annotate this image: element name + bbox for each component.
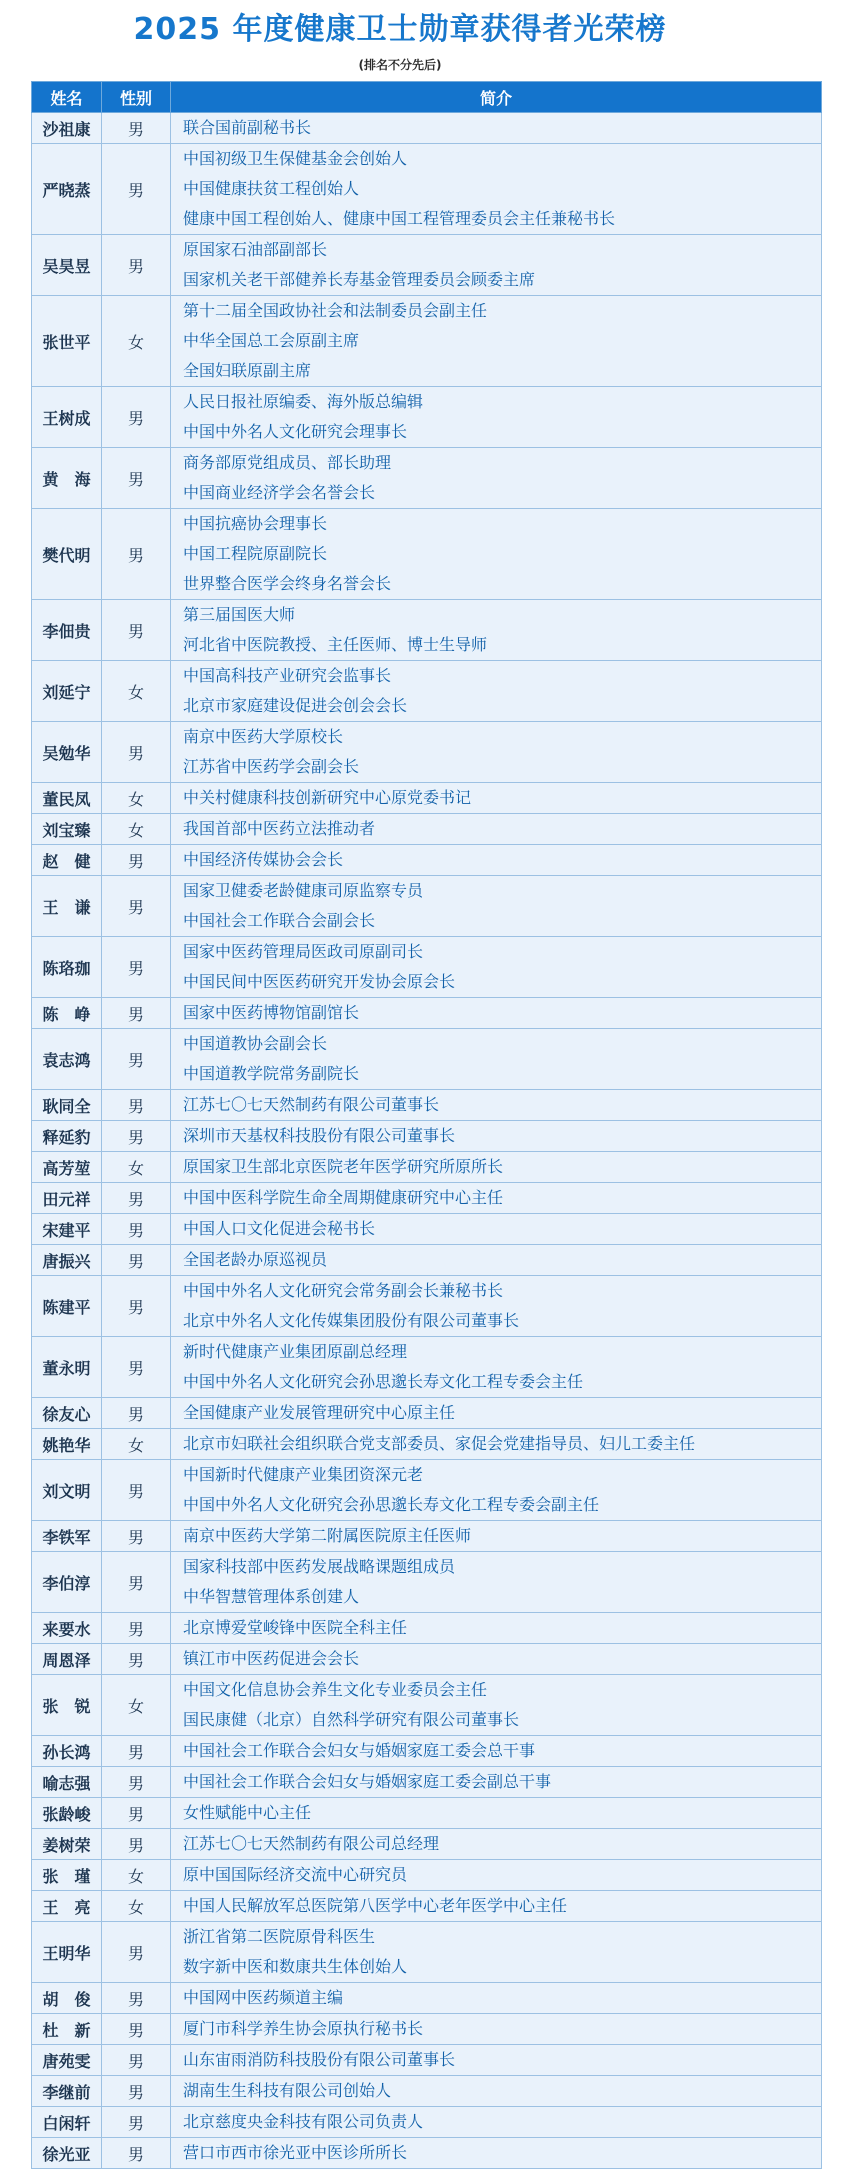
awardee-gender: 男: [102, 448, 171, 509]
awardee-bio: [171, 1152, 822, 1183]
table-row: [32, 1090, 822, 1121]
table-row: [32, 1552, 822, 1613]
awardee-gender: 男: [102, 1214, 171, 1245]
bio-line: 中关村健康科技创新研究中心原党委书记: [183, 788, 472, 807]
awardee-name: 姚艳华: [32, 1429, 102, 1460]
bio-line: 中国健康扶贫工程创始人: [183, 179, 360, 198]
awardee-bio: [171, 1613, 822, 1644]
bio-line: 商务部原党组成员、部长助理: [183, 453, 392, 472]
table-row: [32, 1460, 822, 1521]
awardee-gender: 男: [102, 2014, 171, 2045]
awardee-name: 杜 新: [32, 2014, 102, 2045]
awardee-bio: [171, 1429, 822, 1460]
table-row: [32, 1152, 822, 1183]
bio-line: 中国道教学院常务副院长: [183, 1064, 360, 1083]
awardee-gender: 女: [102, 661, 171, 722]
header-name: 姓名: [32, 82, 102, 113]
awardee-gender: 男: [102, 998, 171, 1029]
bio-line: 中国工程院原副院长: [183, 544, 328, 563]
bio-line: 中国中医科学院生命全周期健康研究中心主任: [183, 1188, 504, 1207]
awardee-bio: [171, 937, 822, 998]
awardee-name: 樊代明: [32, 509, 102, 600]
awardee-name: 王树成: [32, 387, 102, 448]
awardee-bio: [171, 1029, 822, 1090]
awardee-gender: 男: [102, 1922, 171, 1983]
awardee-bio: [171, 1798, 822, 1829]
awardee-name: 喻志强: [32, 1767, 102, 1798]
bio-line: 中国初级卫生保健基金会创始人: [183, 149, 408, 168]
bio-line: 原国家卫生部北京医院老年医学研究所原所长: [183, 1157, 504, 1176]
awardee-gender: 男: [102, 722, 171, 783]
awardee-gender: 男: [102, 2045, 171, 2076]
bio-line: 北京市家庭建设促进会创会会长: [183, 696, 408, 715]
bio-line: 第三届国医大师: [183, 605, 296, 624]
awardee-name: 高芳堃: [32, 1152, 102, 1183]
awardee-bio: [171, 783, 822, 814]
awardee-bio: [171, 448, 822, 509]
awardee-gender: 男: [102, 1245, 171, 1276]
table-row: [32, 722, 822, 783]
bio-line: 中国民间中医医药研究开发协会原会长: [183, 972, 456, 991]
bio-line: 北京市妇联社会组织联合党支部委员、家促会党建指导员、妇儿工委主任: [183, 1434, 696, 1453]
awardee-name: 刘文明: [32, 1460, 102, 1521]
bio-line: 第十二届全国政协社会和法制委员会副主任: [183, 301, 488, 320]
table-row: [32, 1891, 822, 1922]
bio-line: 山东宙雨消防科技股份有限公司董事长: [183, 2050, 456, 2069]
table-row: [32, 113, 822, 144]
awardee-bio: [171, 1245, 822, 1276]
awardee-gender: 女: [102, 1152, 171, 1183]
awardee-bio: [171, 2076, 822, 2107]
awardee-gender: 男: [102, 387, 171, 448]
bio-line: 国民康健（北京）自然科学研究有限公司董事长: [183, 1710, 520, 1729]
awardee-bio: [171, 2045, 822, 2076]
awardee-gender: 女: [102, 814, 171, 845]
bio-line: 北京慈度央金科技有限公司负责人: [183, 2112, 424, 2131]
awardee-bio: [171, 1675, 822, 1736]
bio-line: 国家中医药博物馆副馆长: [183, 1003, 360, 1022]
awardee-gender: 男: [102, 1644, 171, 1675]
table-row: [32, 1736, 822, 1767]
awardee-gender: 女: [102, 783, 171, 814]
honor-table: [31, 81, 822, 2169]
bio-line: 北京博爱堂峻锋中医院全科主任: [183, 1618, 408, 1637]
awardee-bio: [171, 296, 822, 387]
awardee-name: 张 瑾: [32, 1860, 102, 1891]
awardee-bio: [171, 1183, 822, 1214]
awardee-name: 田元祥: [32, 1183, 102, 1214]
bio-line: 中国社会工作联合会妇女与婚姻家庭工委会副总干事: [183, 1772, 552, 1791]
awardee-bio: [171, 1460, 822, 1521]
awardee-gender: 男: [102, 1460, 171, 1521]
awardee-bio: [171, 722, 822, 783]
bio-line: 南京中医药大学第二附属医院原主任医师: [183, 1526, 472, 1545]
awardee-bio: [171, 387, 822, 448]
awardee-name: 陈建平: [32, 1276, 102, 1337]
table-row: [32, 448, 822, 509]
awardee-bio: [171, 1521, 822, 1552]
awardee-name: 严晓蒸: [32, 144, 102, 235]
table-row: [32, 235, 822, 296]
awardee-name: 徐光亚: [32, 2138, 102, 2169]
table-row: [32, 845, 822, 876]
awardee-gender: 男: [102, 600, 171, 661]
bio-line: 人民日报社原编委、海外版总编辑: [183, 392, 424, 411]
header-gender: 性别: [102, 82, 171, 113]
table-row: [32, 1398, 822, 1429]
bio-line: 中国社会工作联合会副会长: [183, 911, 376, 930]
bio-line: 中国文化信息协会养生文化专业委员会主任: [183, 1680, 488, 1699]
table-body: [32, 113, 822, 2169]
table-row: [32, 1922, 822, 1983]
awardee-name: 袁志鸿: [32, 1029, 102, 1090]
table-row: [32, 1337, 822, 1398]
table-row: [32, 1183, 822, 1214]
bio-line: 南京中医药大学原校长: [183, 727, 344, 746]
awardee-gender: 男: [102, 876, 171, 937]
awardee-bio: [171, 1337, 822, 1398]
bio-line: 女性赋能中心主任: [183, 1803, 312, 1822]
bio-line: 联合国前副秘书长: [183, 118, 312, 137]
awardee-gender: 男: [102, 1736, 171, 1767]
bio-line: 中国新时代健康产业集团资深元老: [183, 1465, 424, 1484]
bio-line: 中国中外名人文化研究会理事长: [183, 422, 408, 441]
awardee-bio: [171, 1736, 822, 1767]
awardee-name: 徐友心: [32, 1398, 102, 1429]
bio-line: 国家机关老干部健养长寿基金管理委员会顾委主席: [183, 270, 536, 289]
table-row: [32, 296, 822, 387]
bio-line: 深圳市天基权科技股份有限公司董事长: [183, 1126, 456, 1145]
bio-line: 全国妇联原副主席: [183, 361, 312, 380]
bio-line: 江苏七〇七天然制药有限公司总经理: [183, 1834, 440, 1853]
awardee-name: 唐振兴: [32, 1245, 102, 1276]
awardee-gender: 男: [102, 144, 171, 235]
bio-line: 中国中外名人文化研究会孙思邈长寿文化工程专委会副主任: [183, 1495, 600, 1514]
awardee-bio: [171, 113, 822, 144]
bio-line: 中国人民解放军总医院第八医学中心老年医学中心主任: [183, 1896, 568, 1915]
awardee-gender: 女: [102, 1891, 171, 1922]
awardee-name: 唐苑雯: [32, 2045, 102, 2076]
bio-line: 全国健康产业发展管理研究中心原主任: [183, 1403, 456, 1422]
awardee-name: 李佃贵: [32, 600, 102, 661]
awardee-name: 胡 俊: [32, 1983, 102, 2014]
table-row: [32, 2107, 822, 2138]
table-row: [32, 876, 822, 937]
bio-line: 中国人口文化促进会秘书长: [183, 1219, 376, 1238]
table-row: [32, 1214, 822, 1245]
awardee-gender: 男: [102, 1398, 171, 1429]
awardee-name: 陈 峥: [32, 998, 102, 1029]
awardee-gender: 男: [102, 1767, 171, 1798]
bio-line: 国家卫健委老龄健康司原监察专员: [183, 881, 424, 900]
awardee-name: 陈珞珈: [32, 937, 102, 998]
bio-line: 中国高科技产业研究会监事长: [183, 666, 392, 685]
table-row: [32, 661, 822, 722]
bio-line: 中国社会工作联合会妇女与婚姻家庭工委会总干事: [183, 1741, 536, 1760]
table-header-row: [32, 82, 822, 113]
awardee-bio: [171, 1090, 822, 1121]
awardee-gender: 男: [102, 1029, 171, 1090]
awardee-bio: [171, 2138, 822, 2169]
bio-line: 中国道教协会副会长: [183, 1034, 328, 1053]
bio-line: 国家中医药管理局医政司原副司长: [183, 942, 424, 961]
awardee-bio: [171, 600, 822, 661]
awardee-name: 李继前: [32, 2076, 102, 2107]
bio-line: 河北省中医院教授、主任医师、博士生导师: [183, 635, 488, 654]
table-row: [32, 2138, 822, 2169]
awardee-gender: 男: [102, 937, 171, 998]
table-row: [32, 998, 822, 1029]
awardee-name: 释延豹: [32, 1121, 102, 1152]
bio-line: 国家科技部中医药发展战略课题组成员: [183, 1557, 456, 1576]
awardee-gender: 女: [102, 1429, 171, 1460]
bio-line: 厦门市科学养生协会原执行秘书长: [183, 2019, 424, 2038]
bio-line: 中华智慧管理体系创建人: [183, 1587, 360, 1606]
awardee-bio: [171, 1860, 822, 1891]
page-title: 2025 年度健康卫士勋章获得者光荣榜: [133, 12, 667, 47]
awardee-gender: 男: [102, 2107, 171, 2138]
awardee-name: 耿同全: [32, 1090, 102, 1121]
awardee-bio: [171, 1398, 822, 1429]
awardee-bio: [171, 2014, 822, 2045]
awardee-gender: 男: [102, 1090, 171, 1121]
awardee-name: 董民凤: [32, 783, 102, 814]
table-row: [32, 937, 822, 998]
awardee-bio: [171, 1922, 822, 1983]
awardee-name: 李铁军: [32, 1521, 102, 1552]
awardee-name: 赵 健: [32, 845, 102, 876]
awardee-gender: 男: [102, 2138, 171, 2169]
awardee-bio: [171, 998, 822, 1029]
awardee-name: 黄 海: [32, 448, 102, 509]
awardee-bio: [171, 235, 822, 296]
awardee-name: 李伯淳: [32, 1552, 102, 1613]
bio-line: 健康中国工程创始人、健康中国工程管理委员会主任兼秘书长: [183, 209, 616, 228]
awardee-gender: 男: [102, 1121, 171, 1152]
awardee-bio: [171, 1276, 822, 1337]
bio-line: 浙江省第二医院原骨科医生: [183, 1927, 376, 1946]
awardee-gender: 男: [102, 1983, 171, 2014]
table-row: [32, 387, 822, 448]
awardee-bio: [171, 1891, 822, 1922]
table-row: [32, 2045, 822, 2076]
awardee-name: 来要水: [32, 1613, 102, 1644]
awardee-bio: [171, 845, 822, 876]
awardee-name: 董永明: [32, 1337, 102, 1398]
awardee-gender: 男: [102, 235, 171, 296]
bio-line: 中国中外名人文化研究会常务副会长兼秘书长: [183, 1281, 504, 1300]
bio-line: 中国中外名人文化研究会孙思邈长寿文化工程专委会主任: [183, 1372, 584, 1391]
awardee-name: 宋建平: [32, 1214, 102, 1245]
awardee-name: 周恩泽: [32, 1644, 102, 1675]
table-row: [32, 1983, 822, 2014]
awardee-bio: [171, 144, 822, 235]
awardee-name: 孙长鸿: [32, 1736, 102, 1767]
table-row: [32, 1613, 822, 1644]
table-row: [32, 600, 822, 661]
awardee-gender: 女: [102, 1860, 171, 1891]
awardee-gender: 男: [102, 1337, 171, 1398]
bio-line: 江苏省中医药学会副会长: [183, 757, 360, 776]
awardee-name: 吴勉华: [32, 722, 102, 783]
page-subtitle: (排名不分先后): [358, 58, 442, 72]
bio-line: 中国经济传媒协会会长: [183, 850, 344, 869]
awardee-gender: 男: [102, 1829, 171, 1860]
table-row: [32, 1860, 822, 1891]
awardee-gender: 男: [102, 845, 171, 876]
bio-line: 湖南生生科技有限公司创始人: [183, 2081, 392, 2100]
awardee-name: 白闲轩: [32, 2107, 102, 2138]
bio-line: 北京中外名人文化传媒集团股份有限公司董事长: [183, 1311, 520, 1330]
awardee-gender: 男: [102, 509, 171, 600]
table-row: [32, 1798, 822, 1829]
awardee-bio: [171, 1552, 822, 1613]
table-row: [32, 144, 822, 235]
table-row: [32, 814, 822, 845]
awardee-name: 王明华: [32, 1922, 102, 1983]
table-row: [32, 1121, 822, 1152]
awardee-name: 沙祖康: [32, 113, 102, 144]
awardee-gender: 女: [102, 296, 171, 387]
awardee-bio: [171, 2107, 822, 2138]
awardee-bio: [171, 661, 822, 722]
awardee-gender: 男: [102, 1276, 171, 1337]
awardee-name: 张世平: [32, 296, 102, 387]
bio-line: 新时代健康产业集团原副总经理: [183, 1342, 408, 1361]
awardee-bio: [171, 1767, 822, 1798]
awardee-bio: [171, 1983, 822, 2014]
awardee-bio: [171, 814, 822, 845]
awardee-gender: 男: [102, 2076, 171, 2107]
awardee-name: 王 亮: [32, 1891, 102, 1922]
awardee-name: 王 谦: [32, 876, 102, 937]
table-row: [32, 783, 822, 814]
bio-line: 原国家石油部副部长: [183, 240, 328, 259]
table-row: [32, 2014, 822, 2045]
table-row: [32, 1829, 822, 1860]
bio-line: 原中国国际经济交流中心研究员: [183, 1865, 408, 1884]
bio-line: 世界整合医学会终身名誉会长: [183, 574, 392, 593]
table-row: [32, 1429, 822, 1460]
awardee-name: 张龄峻: [32, 1798, 102, 1829]
awardee-name: 姜树荣: [32, 1829, 102, 1860]
table-row: [32, 509, 822, 600]
bio-line: 镇江市中医药促进会会长: [183, 1649, 360, 1668]
bio-line: 我国首部中医药立法推动者: [183, 819, 376, 838]
table-row: [32, 1767, 822, 1798]
awardee-gender: 男: [102, 113, 171, 144]
awardee-gender: 女: [102, 1675, 171, 1736]
bio-line: 中华全国总工会原副主席: [183, 331, 360, 350]
table-row: [32, 1276, 822, 1337]
table-row: [32, 1029, 822, 1090]
awardee-bio: [171, 509, 822, 600]
awardee-name: 吴昊昱: [32, 235, 102, 296]
table-row: [32, 2076, 822, 2107]
table-row: [32, 1644, 822, 1675]
bio-line: 营口市西市徐光亚中医诊所所长: [183, 2143, 408, 2162]
awardee-bio: [171, 1829, 822, 1860]
awardee-gender: 男: [102, 1552, 171, 1613]
table-row: [32, 1521, 822, 1552]
awardee-bio: [171, 876, 822, 937]
awardee-gender: 男: [102, 1613, 171, 1644]
table-row: [32, 1675, 822, 1736]
awardee-name: 张 锐: [32, 1675, 102, 1736]
bio-line: 数字新中医和数康共生体创始人: [183, 1957, 408, 1976]
table-row: [32, 1245, 822, 1276]
header-bio: 简介: [171, 82, 822, 113]
bio-line: 中国抗癌协会理事长: [183, 514, 328, 533]
awardee-bio: [171, 1214, 822, 1245]
bio-line: 中国商业经济学会名誉会长: [183, 483, 376, 502]
awardee-gender: 男: [102, 1798, 171, 1829]
awardee-gender: 男: [102, 1183, 171, 1214]
awardee-name: 刘延宁: [32, 661, 102, 722]
awardee-name: 刘宝臻: [32, 814, 102, 845]
awardee-gender: 男: [102, 1521, 171, 1552]
awardee-bio: [171, 1121, 822, 1152]
bio-line: 江苏七〇七天然制药有限公司董事长: [183, 1095, 440, 1114]
bio-line: 全国老龄办原巡视员: [183, 1250, 328, 1269]
awardee-bio: [171, 1644, 822, 1675]
bio-line: 中国网中医药频道主编: [183, 1988, 344, 2007]
